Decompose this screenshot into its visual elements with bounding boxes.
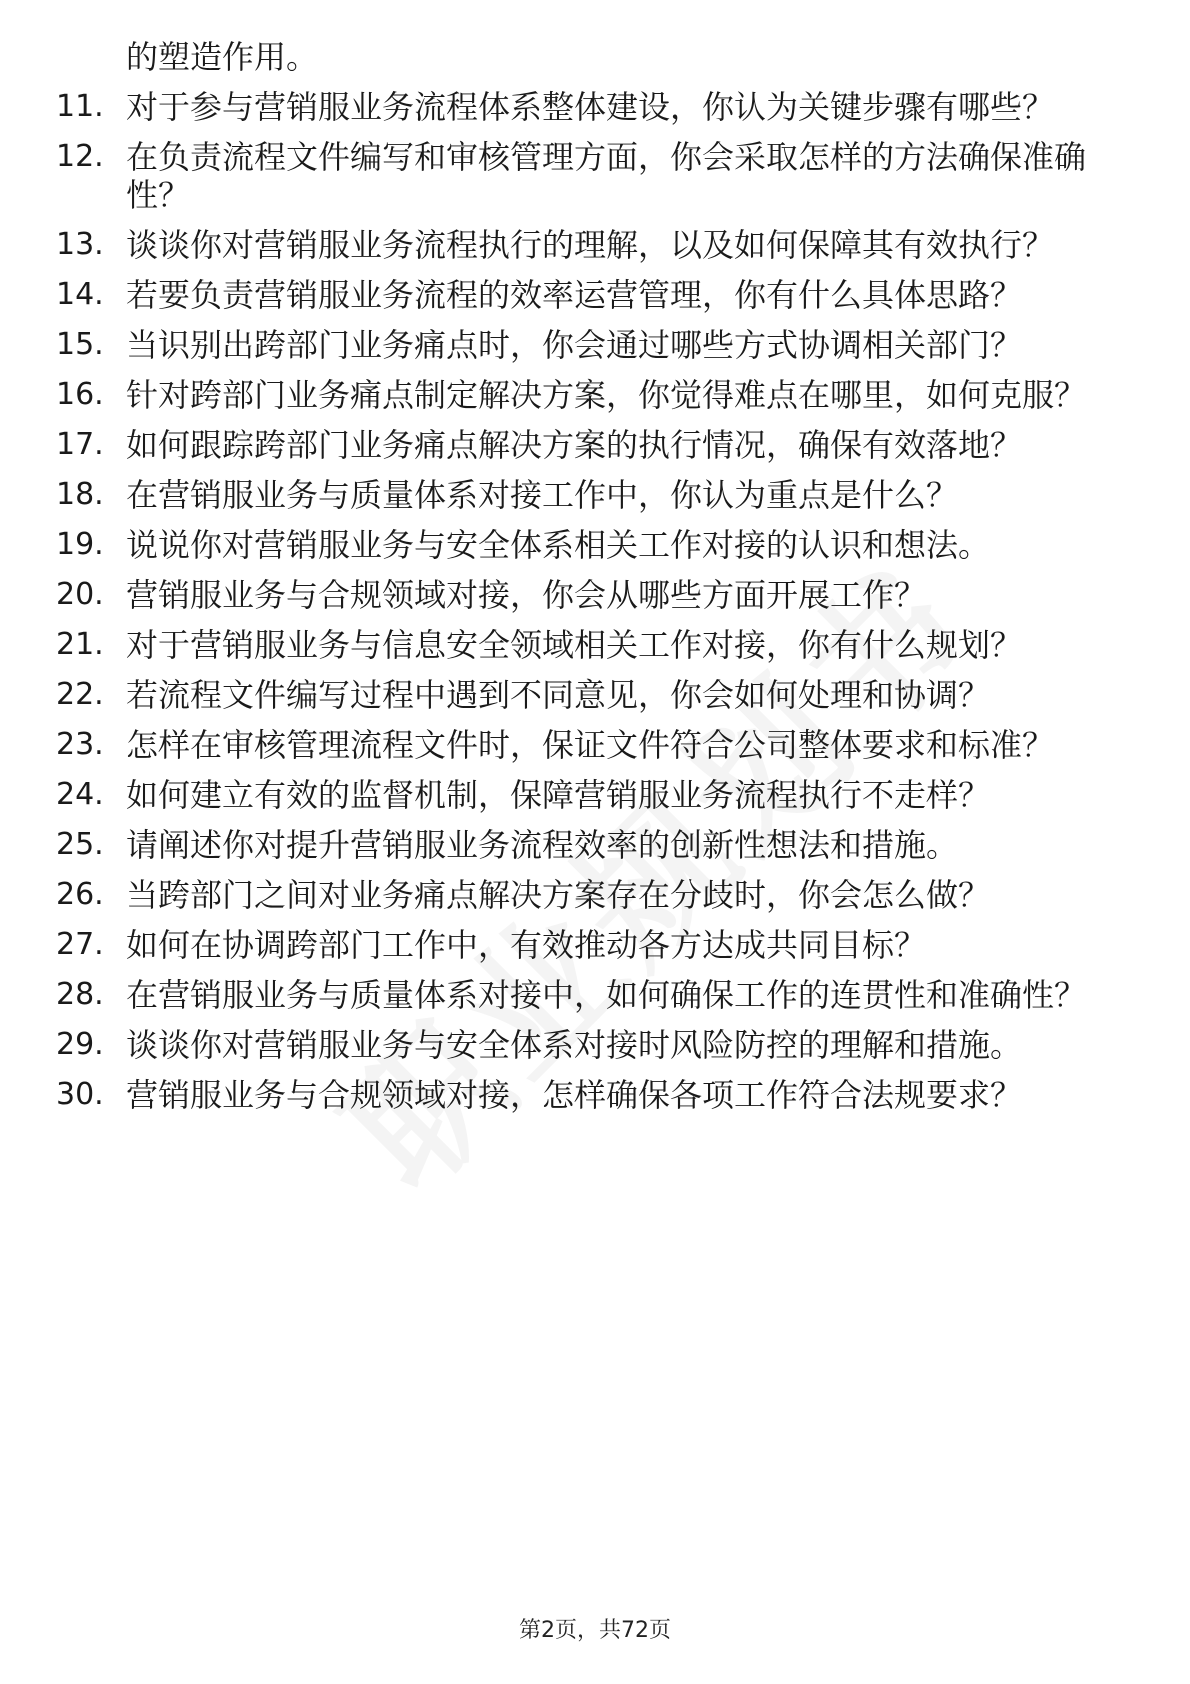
question-item — [56, 626, 1111, 664]
question-number: 19. — [56, 527, 104, 562]
question-text: 在营销服业务与质量体系对接中，如何确保工作的连贯性和准确性？ — [126, 976, 1087, 1014]
question-text: 当识别出跨部门业务痛点时，你会通过哪些方式协调相关部门？ — [126, 326, 1023, 364]
question-text: 对于营销服业务与信息安全领域相关工作对接，你有什么规划？ — [126, 626, 1023, 664]
question-item — [56, 138, 1111, 214]
question-number: 23. — [56, 727, 104, 762]
question-item — [56, 976, 1111, 1014]
question-text: 针对跨部门业务痛点制定解决方案，你觉得难点在哪里，如何克服？ — [126, 376, 1087, 414]
question-text: 如何建立有效的监督机制，保障营销服业务流程执行不走样？ — [126, 776, 991, 814]
question-number: 12. — [56, 139, 104, 174]
question-item — [56, 676, 1111, 714]
question-text: 营销服业务与合规领域对接，你会从哪些方面开展工作？ — [126, 576, 927, 614]
question-text: 当跨部门之间对业务痛点解决方案存在分歧时，你会怎么做？ — [126, 876, 991, 914]
question-number: 25. — [56, 827, 104, 862]
question-text: 若流程文件编写过程中遇到不同意见，你会如何处理和协调？ — [126, 676, 991, 714]
question-text: 怎样在审核管理流程文件时，保证文件符合公司整体要求和标准？ — [126, 726, 1055, 764]
question-number: 18. — [56, 477, 104, 512]
question-number: 21. — [56, 627, 104, 662]
question-text: 对于参与营销服业务流程体系整体建设，你认为关键步骤有哪些？ — [126, 88, 1055, 126]
question-text: 在负责流程文件编写和审核管理方面，你会采取怎样的方法确保准确性？ — [126, 138, 1087, 214]
question-number: 22. — [56, 677, 104, 712]
question-number: 28. — [56, 977, 104, 1012]
question-number: 13. — [56, 227, 104, 262]
question-item — [56, 526, 1111, 564]
question-number: 15. — [56, 327, 104, 362]
question-item — [56, 926, 1111, 964]
question-item — [56, 576, 1111, 614]
question-item — [56, 726, 1111, 764]
question-text: 请阐述你对提升营销服业务流程效率的创新性想法和措施。 — [126, 826, 959, 864]
question-item — [56, 876, 1111, 914]
question-text: 营销服业务与合规领域对接，怎样确保各项工作符合法规要求？ — [126, 1076, 1023, 1114]
question-item — [56, 226, 1111, 264]
question-text: 谈谈你对营销服业务与安全体系对接时风险防控的理解和措施。 — [126, 1026, 1023, 1064]
continuation-text: 的塑造作用。 — [126, 38, 319, 76]
question-text: 说说你对营销服业务与安全体系相关工作对接的认识和想法。 — [126, 526, 991, 564]
page-footer: 第2页，共72页 — [519, 1618, 671, 1643]
question-item — [56, 1026, 1111, 1064]
question-text: 谈谈你对营销服业务流程执行的理解，以及如何保障其有效执行？ — [126, 226, 1055, 264]
question-number: 26. — [56, 877, 104, 912]
question-item — [56, 476, 1111, 514]
question-text: 在营销服业务与质量体系对接工作中，你认为重点是什么？ — [126, 476, 959, 514]
question-number: 11. — [56, 89, 104, 124]
question-number: 27. — [56, 927, 104, 962]
question-item — [56, 826, 1111, 864]
question-number: 30. — [56, 1077, 104, 1112]
question-item — [56, 326, 1111, 364]
question-item — [56, 426, 1111, 464]
question-list — [0, 88, 1190, 1114]
question-number: 16. — [56, 377, 104, 412]
question-text: 如何跟踪跨部门业务痛点解决方案的执行情况，确保有效落地？ — [126, 426, 1023, 464]
page-content — [0, 38, 1190, 1126]
question-number: 14. — [56, 277, 104, 312]
question-text: 如何在协调跨部门工作中，有效推动各方达成共同目标？ — [126, 926, 927, 964]
question-number: 17. — [56, 427, 104, 462]
question-item — [56, 88, 1111, 126]
question-number: 20. — [56, 577, 104, 612]
question-text: 若要负责营销服业务流程的效率运营管理，你有什么具体思路？ — [126, 276, 1023, 314]
question-number: 24. — [56, 777, 104, 812]
question-item — [56, 376, 1111, 414]
question-item — [56, 1076, 1111, 1114]
question-item — [56, 776, 1111, 814]
question-number: 29. — [56, 1027, 104, 1062]
question-item — [56, 276, 1111, 314]
